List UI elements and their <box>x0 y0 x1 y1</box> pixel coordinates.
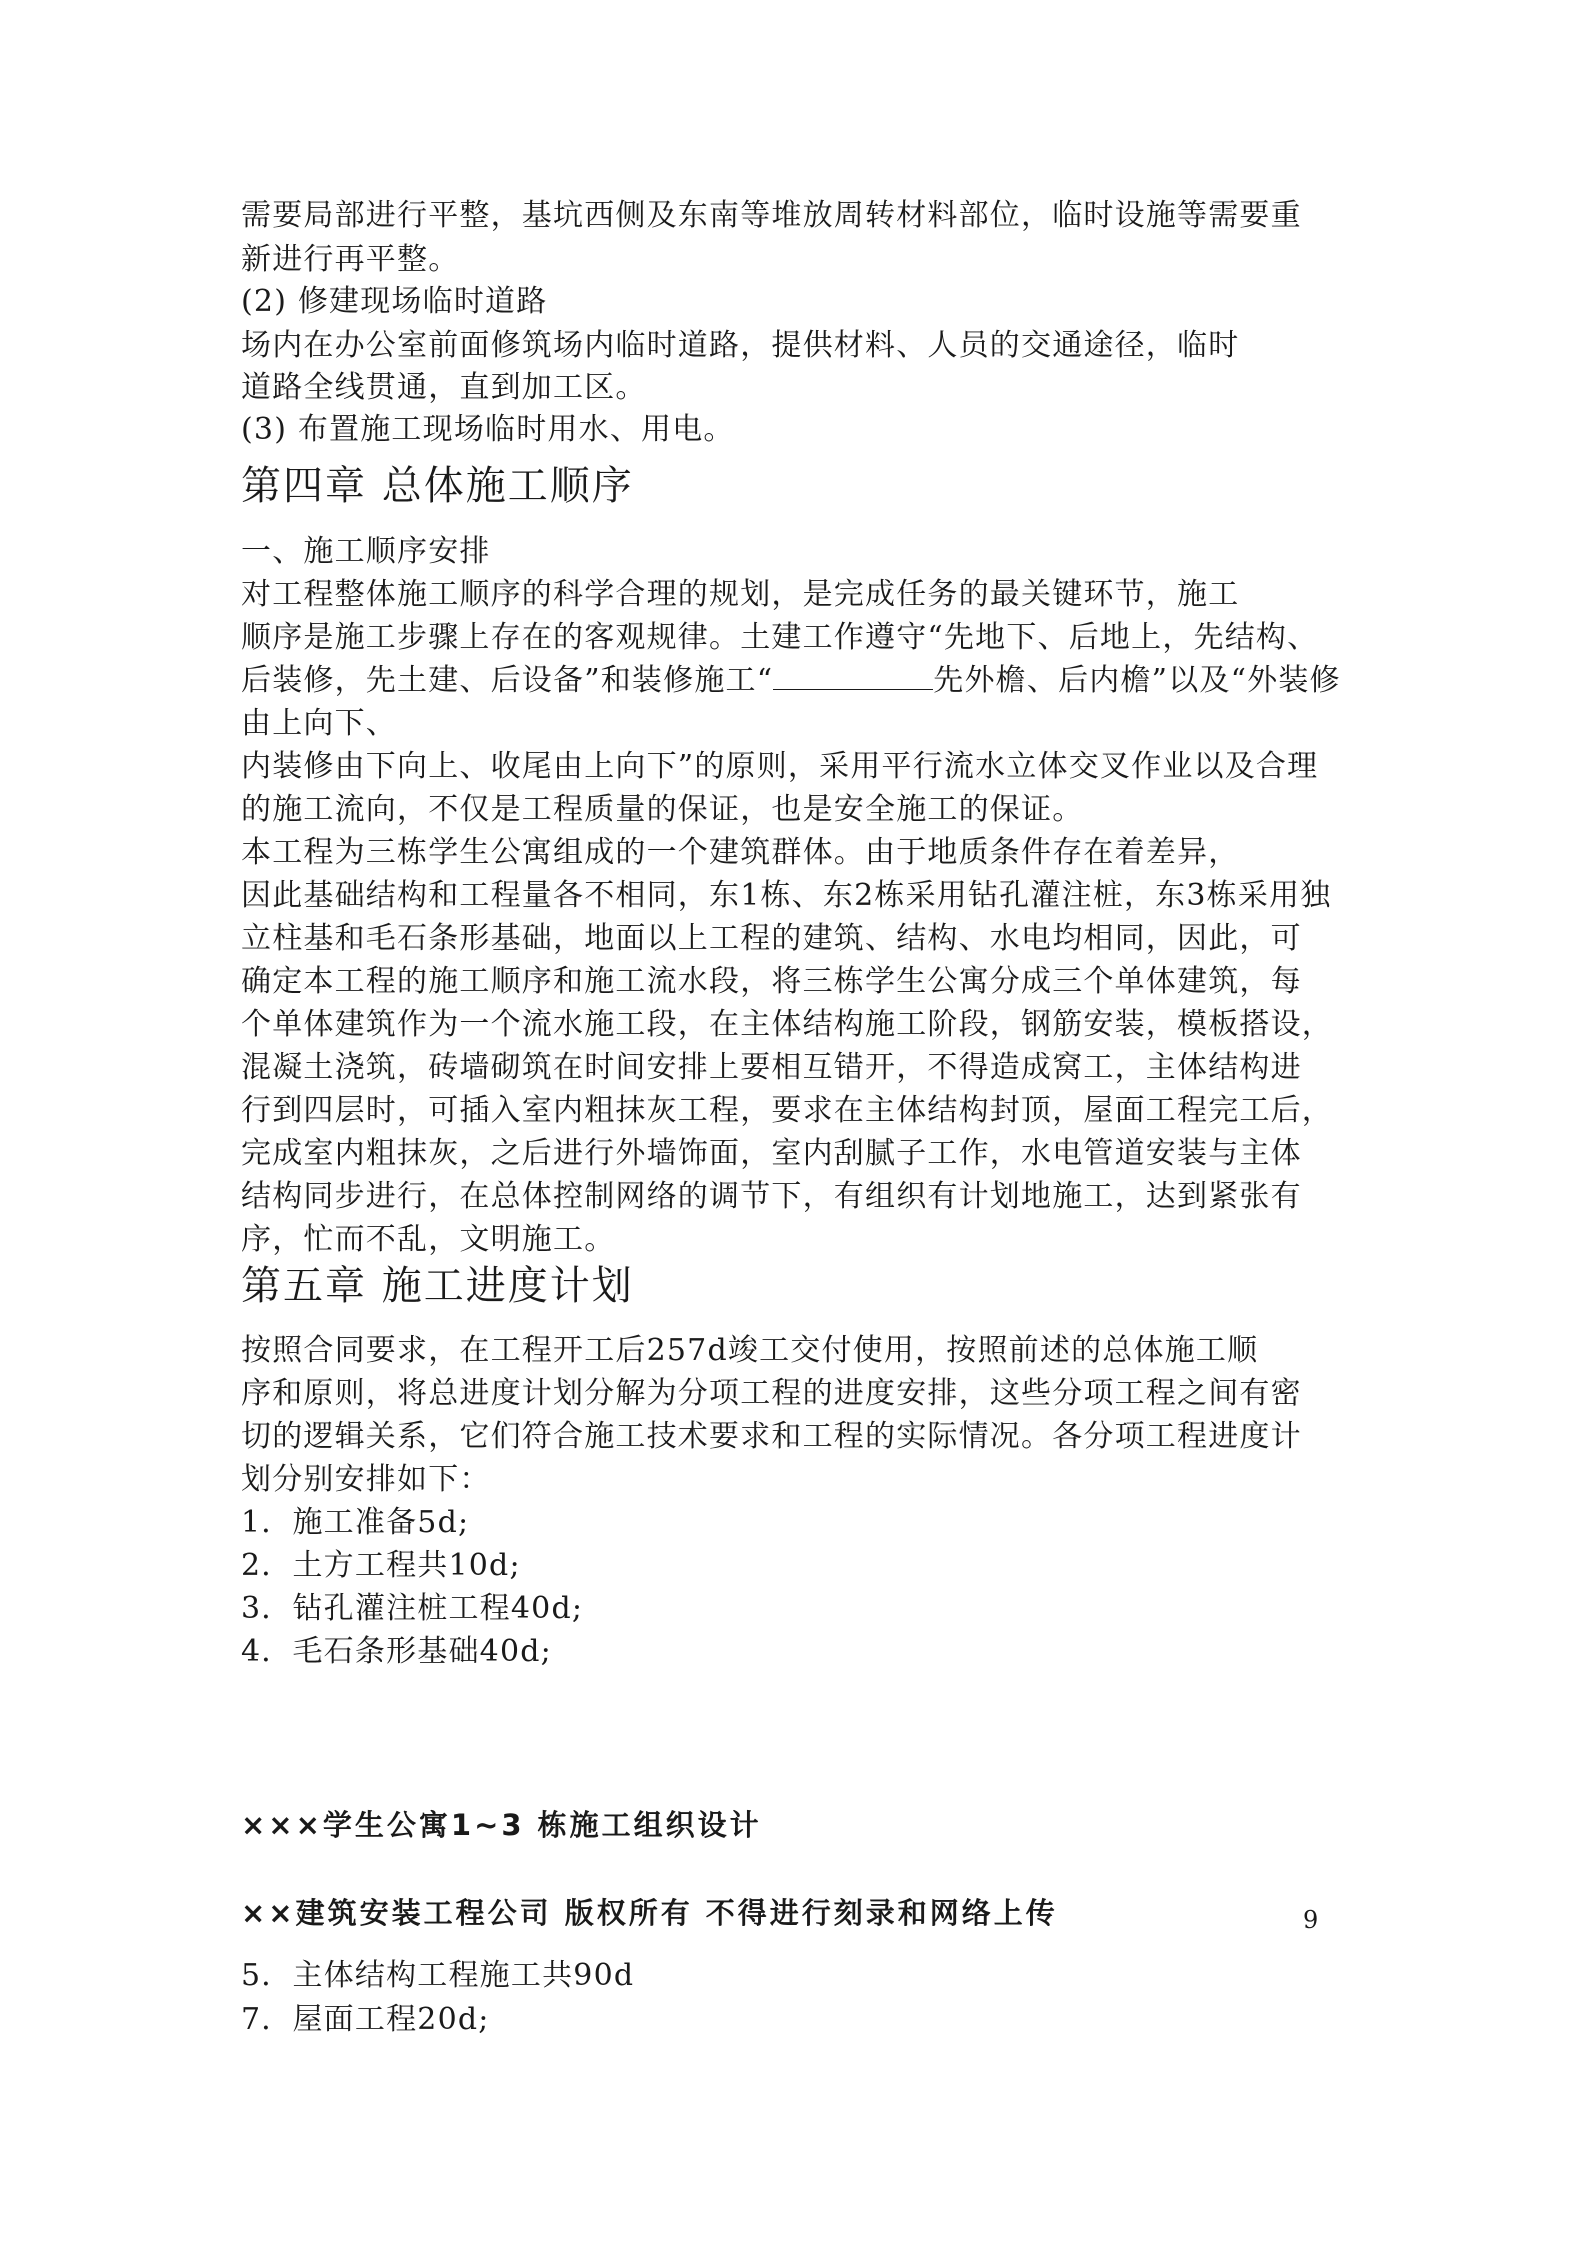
list-item: 5．主体结构工程施工共90d <box>241 1958 635 1993</box>
text-line: 本工程为三栋学生公寓组成的一个建筑群体。由于地质条件存在着差异， <box>241 835 1240 870</box>
text-line: 由上向下、 <box>241 706 397 741</box>
text-line: 切的逻辑关系，它们符合施工技术要求和工程的实际情况。各分项工程进度计 <box>241 1419 1302 1454</box>
text-line: 混凝土浇筑，砖墙砌筑在时间安排上要相互错开，不得造成窝工，主体结构进 <box>241 1050 1302 1085</box>
section-heading: 一、施工顺序安排 <box>241 534 491 569</box>
blank-underline <box>773 663 933 690</box>
text-line: 确定本工程的施工顺序和施工流水段，将三栋学生公寓分成三个单体建筑，每 <box>241 964 1302 999</box>
text-line: 新进行再平整。 <box>241 242 460 277</box>
list-item: 2．土方工程共10d; <box>241 1548 521 1583</box>
text-line <box>241 659 1341 703</box>
chapter-4-heading: 第四章 总体施工顺序 <box>241 463 634 509</box>
text-fragment: 先外檐、后内檐”以及“外装修 <box>933 663 1341 698</box>
text-line: 按照合同要求，在工程开工后257d竣工交付使用，按照前述的总体施工顺 <box>241 1333 1259 1368</box>
text-line: 划分别安排如下： <box>241 1462 491 1497</box>
text-line: 道路全线贯通，直到加工区。 <box>241 370 647 405</box>
text-line: 顺序是施工步骤上存在的客观规律。土建工作遵守“先地下、后地上，先结构、 <box>241 620 1319 655</box>
text-line: (3) 布置施工现场临时用水、用电。 <box>241 412 735 447</box>
text-line: 完成室内粗抹灰，之后进行外墙饰面，室内刮腻子工作，水电管道安装与主体 <box>241 1136 1302 1171</box>
text-line: 个单体建筑作为一个流水施工段，在主体结构施工阶段，钢筋安装，模板搭设， <box>241 1007 1333 1042</box>
text-line: 内装修由下向上、收尾由上向下”的原则，采用平行流水立体交叉作业以及合理 <box>241 749 1319 784</box>
text-line: 场内在办公室前面修筑场内临时道路，提供材料、人员的交通途径，临时 <box>241 328 1240 363</box>
text-line: 需要局部进行平整，基坑西侧及东南等堆放周转材料部位，临时设施等需要重 <box>241 198 1302 233</box>
page-number: 9 <box>1303 1906 1319 1934</box>
text-line: 对工程整体施工顺序的科学合理的规划，是完成任务的最关键环节，施工 <box>241 577 1240 612</box>
text-line: 序，忙而不乱，文明施工。 <box>241 1222 616 1257</box>
list-item: 4．毛石条形基础40d; <box>241 1634 552 1669</box>
text-line: 行到四层时，可插入室内粗抹灰工程，要求在主体结构封顶，屋面工程完工后， <box>241 1093 1333 1128</box>
list-item: 7．屋面工程20d; <box>241 2002 490 2037</box>
list-item: 3．钻孔灌注桩工程40d; <box>241 1591 584 1626</box>
text-fragment: 后装修，先土建、后设备”和装修施工“ <box>241 663 774 698</box>
footer-copyright: ××建筑安装工程公司 版权所有 不得进行刻录和网络上传 <box>241 1896 1058 1930</box>
footer-project-title: ×××学生公寓1~3 栋施工组织设计 <box>241 1808 762 1842</box>
text-line: 立柱基和毛石条形基础，地面以上工程的建筑、结构、水电均相同，因此，可 <box>241 921 1302 956</box>
text-line: 因此基础结构和工程量各不相同，东1栋、东2栋采用钻孔灌注桩，东3栋采用独 <box>241 878 1332 913</box>
text-line: 序和原则，将总进度计划分解为分项工程的进度安排，这些分项工程之间有密 <box>241 1376 1302 1411</box>
text-line: (2) 修建现场临时道路 <box>241 284 548 319</box>
text-line: 结构同步进行，在总体控制网络的调节下，有组织有计划地施工，达到紧张有 <box>241 1179 1302 1214</box>
text-line: 的施工流向，不仅是工程质量的保证，也是安全施工的保证。 <box>241 792 1084 827</box>
chapter-5-heading: 第五章 施工进度计划 <box>241 1263 634 1309</box>
list-item: 1．施工准备5d; <box>241 1505 470 1540</box>
